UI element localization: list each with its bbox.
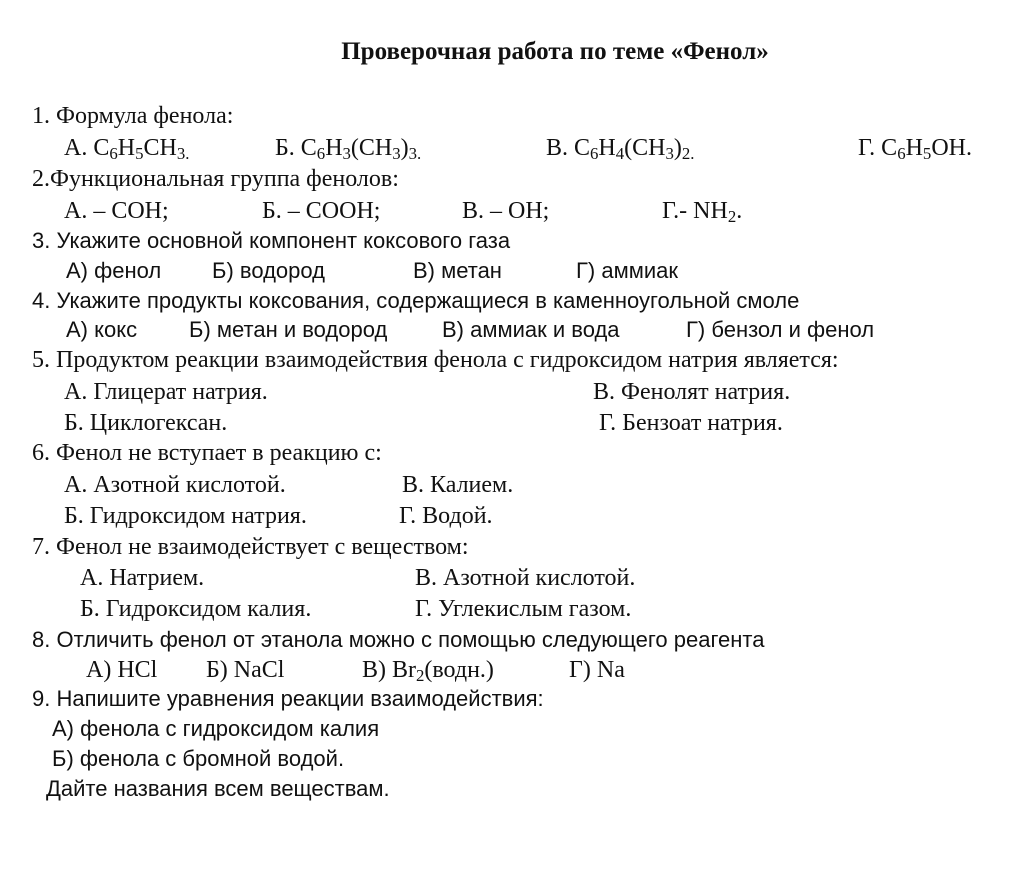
q1b-s1: 6: [316, 144, 326, 164]
q1b-s3: 3: [392, 144, 401, 164]
q3-option-c: В) метан: [413, 258, 502, 283]
q1c-s1: 6: [590, 144, 599, 164]
q5-option-c: В. Фенолят натрия.: [593, 379, 791, 405]
q7-option-a: А. Натрием.: [80, 565, 205, 591]
q1b-m2: (СН: [350, 135, 393, 161]
q8c-l: В) Br: [362, 657, 416, 683]
q1b-s4: 3.: [408, 144, 422, 164]
q1a-s2: 5: [135, 144, 144, 164]
question-3-text: 3. Укажите основной компонент коксового газа: [32, 228, 511, 253]
question-4-text: 4. Укажите продукты коксования, содержащиеся в каменноугольной смоле: [32, 288, 800, 313]
q8-option-a: А) HCl: [86, 657, 158, 683]
q1a-s3: 3.: [176, 144, 190, 164]
q1c-s3: 3: [665, 144, 674, 164]
q5-option-b: Б. Циклогексан.: [64, 410, 228, 436]
q1d-m2: ОН.: [931, 135, 972, 161]
q8-option-c: [362, 655, 494, 685]
q2d-s: 2: [727, 207, 737, 227]
q1d-s1: 6: [897, 144, 906, 164]
q3-option-a: А) фенол: [66, 258, 162, 283]
q1b-s2: 3: [342, 144, 351, 164]
question-1-text: 1. Формула фенола:: [32, 103, 234, 129]
question-6-text: 6. Фенол не вступает в реакцию с:: [32, 440, 382, 466]
q4-option-b: Б) метан и водород: [189, 317, 388, 342]
q8c-s: 2: [416, 666, 425, 686]
q1c-m2: (СН: [624, 135, 666, 161]
question-5-text: 5. Продуктом реакции взаимодействия фенола с гидроксидом натрия является:: [32, 347, 839, 373]
q5-option-d: Г. Бензоат натрия.: [599, 410, 783, 436]
q1a-l: А. С: [64, 135, 110, 161]
q1a-m1: Н: [117, 135, 136, 161]
q1-option-d: [858, 133, 972, 163]
q3-option-d: Г) аммиак: [576, 258, 678, 283]
q1c-s4: 2.: [681, 144, 695, 164]
q1c-m3: ): [673, 135, 682, 161]
q2d-t: .: [736, 198, 743, 224]
q6-option-d: Г. Водой.: [399, 503, 493, 529]
q4-option-a: А) кокс: [66, 317, 138, 342]
q2-option-c: В. – ОН;: [462, 198, 550, 224]
question-8-text: 8. Отличить фенол от этанола можно с помощью следующего реагента: [32, 627, 765, 652]
q3-option-b: Б) водород: [212, 258, 325, 283]
q1-option-a: [64, 133, 189, 163]
q6-option-a: А. Азотной кислотой.: [64, 472, 286, 498]
q1b-m3: ): [400, 135, 409, 161]
q2d-l: Г.- NH: [662, 198, 728, 224]
q1d-m1: Н: [905, 135, 923, 161]
q9-part-b: Б) фенола с бромной водой.: [52, 746, 345, 771]
question-2-text: 2.Функциональная группа фенолов:: [32, 166, 399, 192]
q7-option-b: Б. Гидроксидом калия.: [80, 596, 312, 622]
q1b-m1: Н: [325, 135, 343, 161]
q5-option-a: А. Глицерат натрия.: [64, 379, 268, 405]
q4-option-c: В) аммиак и вода: [442, 317, 620, 342]
q7-option-c: В. Азотной кислотой.: [415, 565, 636, 591]
q1c-s2: 4: [615, 144, 625, 164]
q6-option-c: В. Калием.: [402, 472, 514, 498]
q1c-m1: Н: [598, 135, 616, 161]
q8-option-d: Г) Na: [569, 657, 625, 683]
q9-part-a: А) фенола с гидроксидом калия: [52, 716, 380, 741]
q2-option-a: А. – СОН;: [64, 198, 169, 224]
q8c-t: (водн.): [424, 657, 494, 683]
q1a-m2: СН: [143, 135, 177, 161]
q2-option-b: Б. – СООН;: [262, 198, 381, 224]
q7-option-d: Г. Углекислым газом.: [415, 596, 632, 622]
q1b-l: Б. С: [275, 135, 317, 161]
q1d-s2: 5: [922, 144, 932, 164]
page-title: Проверочная работа по теме «Фенол»: [341, 38, 769, 65]
q4-option-d: Г) бензол и фенол: [686, 317, 875, 342]
q1d-l: Г. С: [858, 135, 898, 161]
q1-option-b: [275, 133, 421, 163]
q6-option-b: Б. Гидроксидом натрия.: [64, 503, 307, 529]
q1c-l: В. С: [546, 135, 591, 161]
q2-option-d: [662, 196, 742, 226]
question-7-text: 7. Фенол не взаимодействует с веществом:: [32, 534, 469, 560]
q1-option-c: [546, 133, 694, 163]
q8-option-b: Б) NaCl: [206, 657, 285, 683]
q9-note: Дайте названия всем веществам.: [46, 776, 390, 801]
q1a-s1: 6: [109, 144, 118, 164]
question-9-text: 9. Напишите уравнения реакции взаимодействия:: [32, 686, 544, 711]
